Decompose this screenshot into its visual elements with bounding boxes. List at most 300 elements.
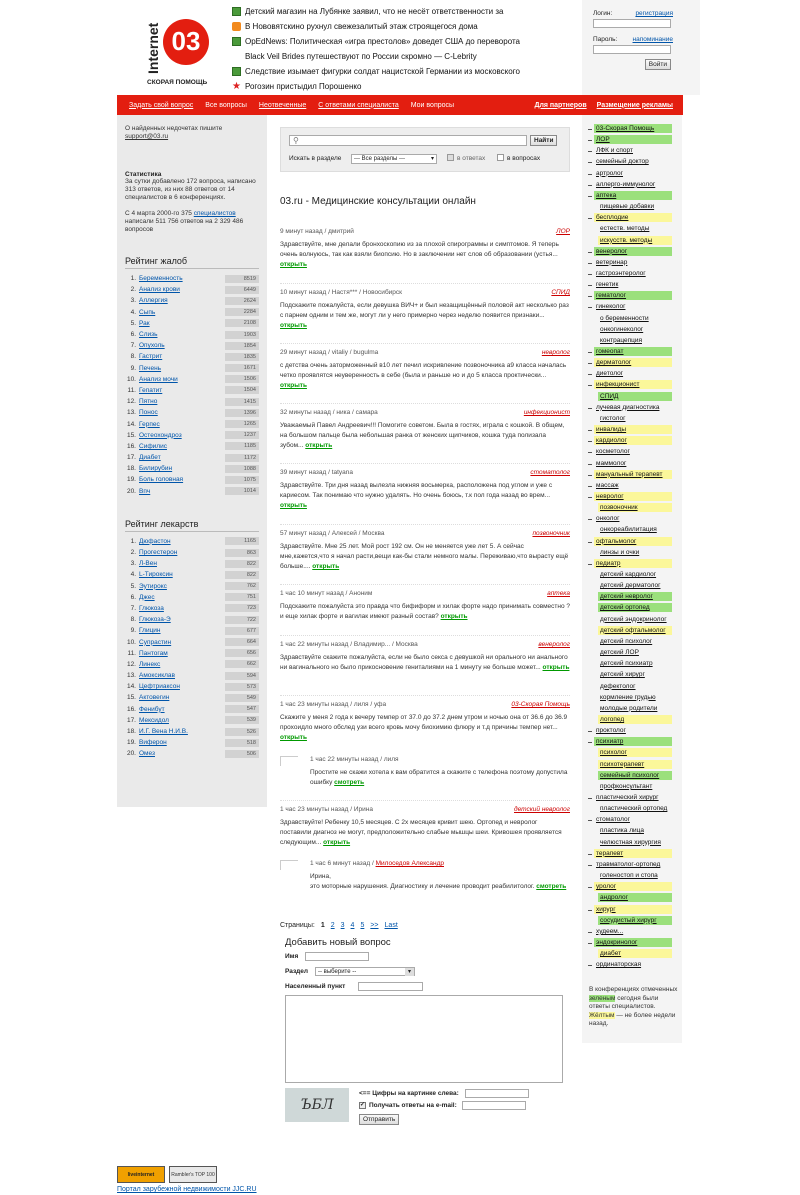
rating-count: 6449 xyxy=(225,286,259,294)
rating-count: 539 xyxy=(225,716,259,724)
rating-number: 20. xyxy=(126,487,136,495)
stats-text: За сутки добавлено 172 вопроса, написано 313 ответов, из них 88 ответов от 14 специалистов в 6 конференциях. xyxy=(125,178,256,201)
news-item[interactable] xyxy=(232,64,572,79)
category-link[interactable]: профконсультант xyxy=(600,782,653,790)
category-link[interactable]: диетолог xyxy=(596,370,624,378)
page-4[interactable]: 4 xyxy=(350,922,355,929)
category-link[interactable]: мануальный терапевт xyxy=(594,470,672,479)
answer-text: Ирина, это моторные нарушения. Диагностику и лечение проводит реабилитолог. смотреть xyxy=(310,873,567,890)
category-link[interactable]: гинеколог xyxy=(596,303,626,311)
specialist-link[interactable]: Милоседов Александр xyxy=(375,860,444,867)
rating-row xyxy=(125,536,259,547)
rating-link[interactable]: Остеохондроз xyxy=(139,431,182,439)
rating-row xyxy=(125,307,259,318)
rating-link[interactable]: Актовегин xyxy=(139,694,170,702)
rating-number: 11. xyxy=(127,649,136,657)
captcha-input[interactable] xyxy=(465,1089,529,1098)
news-item[interactable] xyxy=(232,19,572,34)
category-link[interactable]: молодые родители xyxy=(600,704,658,712)
category-link[interactable]: аллерго-иммунолог xyxy=(596,180,656,188)
category-link[interactable]: 03-Скорая Помощь xyxy=(594,124,672,133)
rating-row xyxy=(125,396,259,407)
open-question-link[interactable]: открыть xyxy=(280,382,307,389)
rating-link[interactable]: Линекс xyxy=(139,660,161,668)
question-meta: 9 минут назад / дмитрий xyxy=(280,228,354,235)
rating-number: 14. xyxy=(126,420,136,428)
category-link[interactable]: пищевые добавки xyxy=(600,203,655,211)
open-question-link[interactable]: открыть xyxy=(280,734,307,741)
question-divider xyxy=(280,343,570,344)
rating-row xyxy=(125,340,259,351)
questions-checkbox[interactable] xyxy=(497,154,504,161)
news-headline[interactable]: Рогозин пристыдил Порошенко xyxy=(245,82,362,91)
open-question-link[interactable]: открыть xyxy=(280,502,307,509)
rating-link[interactable]: Опухоль xyxy=(139,342,165,350)
liveinternet-badge[interactable]: liveinternet xyxy=(117,1166,165,1183)
question-divider xyxy=(280,283,570,284)
category-link[interactable]: онкогинеколог xyxy=(600,325,644,333)
category-link[interactable]: психотерапевт xyxy=(598,760,672,769)
nav-with-specialist[interactable]: С ответами специалиста xyxy=(318,101,399,109)
rating-row xyxy=(125,351,259,362)
question-meta: 29 минут назад / vitaliy / bugulma xyxy=(280,349,379,356)
category-bullet xyxy=(588,218,592,219)
rating-link[interactable]: Фенибут xyxy=(139,705,165,713)
search-button[interactable]: Найти xyxy=(530,135,557,146)
category-link[interactable]: детский кардиолог xyxy=(600,571,657,578)
news-source-icon xyxy=(232,7,241,16)
rating-number: 16. xyxy=(126,442,136,450)
rating-count: 2284 xyxy=(225,308,259,316)
rating-number: 7. xyxy=(130,604,136,612)
category-link[interactable]: невролог xyxy=(594,492,672,501)
rating-number: 1. xyxy=(130,537,136,545)
rating-count: 1835 xyxy=(225,353,259,361)
question-category-link[interactable]: стоматолог xyxy=(530,469,570,476)
rating-link[interactable]: Дюфастон xyxy=(139,537,171,545)
category-bullet xyxy=(588,307,592,308)
page-3[interactable]: 3 xyxy=(340,922,345,929)
rating-link[interactable]: Гепатит xyxy=(139,386,163,394)
nav-partners[interactable]: Для партнеров xyxy=(534,101,587,109)
rating-link[interactable]: И.Г. Вена Н.И.В. xyxy=(139,728,188,736)
news-headline[interactable]: В Нововятскино рухнул свежезалитый этаж строящегося дома xyxy=(245,22,478,31)
category-link[interactable]: уролог xyxy=(594,882,672,891)
search-input[interactable] xyxy=(289,135,527,146)
category-link[interactable]: стоматолог xyxy=(596,816,630,824)
category-link[interactable]: детский ЛОР xyxy=(600,649,639,657)
login-label: Логин: xyxy=(593,10,613,17)
rating-link[interactable]: Гастрит xyxy=(139,353,163,361)
rating-link[interactable]: Сыпь xyxy=(139,308,156,316)
rating-link[interactable]: Анализ крови xyxy=(139,286,180,294)
category-link[interactable]: онколог xyxy=(596,515,620,523)
category-link[interactable]: пластический хирург xyxy=(596,794,659,801)
category-bullet xyxy=(588,374,592,375)
category-link[interactable]: семейный доктор xyxy=(596,158,649,166)
question-item xyxy=(280,806,570,848)
rating-count: 1014 xyxy=(225,487,259,495)
open-question-link[interactable]: открыть xyxy=(323,839,351,846)
category-link[interactable]: аптека xyxy=(594,191,672,200)
rating-count: 1265 xyxy=(225,420,259,428)
question-item xyxy=(280,530,570,572)
category-link[interactable]: ветеринар xyxy=(596,258,628,266)
rating-row xyxy=(125,430,259,441)
category-link[interactable]: артролог xyxy=(596,169,624,177)
pages-label: Страницы: xyxy=(280,922,315,929)
support-email-link[interactable]: support@03.ru xyxy=(125,133,169,140)
name-input[interactable] xyxy=(305,952,369,961)
captcha-label: <== Цифры на картинке слева: xyxy=(359,1090,459,1097)
see-answer-link[interactable]: смотреть xyxy=(334,779,365,786)
category-bullet xyxy=(588,943,592,944)
category-bullet xyxy=(588,352,592,353)
question-divider xyxy=(280,524,570,525)
rating-count: 656 xyxy=(225,649,259,657)
rating-link[interactable]: Аллергия xyxy=(139,297,168,305)
category-link[interactable]: андролог xyxy=(598,893,672,902)
notify-checkbox[interactable]: ✓ xyxy=(360,1102,366,1108)
category-link[interactable]: гастроэнтеролог xyxy=(596,269,646,277)
open-question-link[interactable]: открыть xyxy=(280,322,307,329)
category-link[interactable]: диабет xyxy=(598,949,672,958)
rating-link[interactable]: Герпес xyxy=(139,420,160,428)
rating-row xyxy=(125,592,259,603)
category-link[interactable]: генетик xyxy=(596,281,619,289)
news-item[interactable] xyxy=(232,79,572,94)
rating-link[interactable]: L-Тироксин xyxy=(139,571,173,579)
specialists-link[interactable]: специалистов xyxy=(193,210,236,217)
news-item[interactable] xyxy=(232,34,572,49)
rating-row xyxy=(125,363,259,374)
category-link[interactable]: психиатр xyxy=(594,737,672,746)
city-input[interactable] xyxy=(358,982,423,991)
rating-link[interactable]: Прогестерон xyxy=(139,549,178,557)
rating-link[interactable]: Цефтриаксон xyxy=(139,683,180,691)
notify-email-input[interactable] xyxy=(462,1101,526,1110)
logo-internet-text: Internet xyxy=(145,22,161,74)
rating-count: 547 xyxy=(225,705,259,713)
category-bullet xyxy=(588,452,592,453)
rating-link[interactable]: Мексидол xyxy=(139,716,169,724)
rating-link[interactable]: Печень xyxy=(139,364,162,372)
category-link[interactable]: лучевая диагностика xyxy=(596,403,660,411)
rating-number: 13. xyxy=(126,409,136,417)
form-section-select[interactable]: -- выберите -- ▾ xyxy=(315,967,415,976)
category-bullet xyxy=(588,196,592,197)
question-item xyxy=(280,289,570,331)
rating-count: 751 xyxy=(225,593,259,601)
answers-checkbox[interactable] xyxy=(447,154,454,161)
category-link[interactable]: офтальмолог xyxy=(594,537,672,546)
rating-count: 1172 xyxy=(225,454,259,462)
password-label: Пароль: xyxy=(593,36,618,43)
category-link[interactable]: кормление грудью xyxy=(600,693,656,701)
rating-link[interactable]: Л-Вен xyxy=(139,560,157,568)
category-link[interactable]: психолог xyxy=(598,748,672,757)
remind-password-link[interactable]: напоминание xyxy=(632,36,673,43)
submit-question-button[interactable]: Отправить xyxy=(359,1114,399,1125)
category-link[interactable]: хирург xyxy=(594,905,672,914)
rating-count: 1088 xyxy=(225,465,259,473)
category-bullet xyxy=(588,363,592,364)
open-question-link[interactable]: открыть xyxy=(280,261,307,268)
section-select[interactable]: --- Все разделы --- ▾ xyxy=(351,154,437,164)
password-input[interactable] xyxy=(593,45,671,54)
see-answer-link[interactable]: смотреть xyxy=(536,883,567,890)
category-bullet xyxy=(588,519,592,520)
category-link[interactable]: детский офтальмолог xyxy=(598,626,672,635)
category-bullet xyxy=(588,742,592,743)
nav-advertising[interactable]: Размещение рекламы xyxy=(596,101,673,109)
rating-number: 5. xyxy=(130,319,136,327)
category-link[interactable]: инфекционист xyxy=(594,380,672,389)
since-text: С 4 марта 2000-го 375 специалистов написали 511 756 ответов на 2 329 486 вопросов xyxy=(125,210,244,233)
rating-link[interactable]: Амоксиклав xyxy=(139,672,175,680)
rating-row xyxy=(125,329,259,340)
rating-link[interactable]: Беременность xyxy=(139,275,183,283)
question-category-link[interactable]: СПИД xyxy=(551,289,570,296)
stats-title: Статистика xyxy=(125,171,162,178)
rating-link[interactable]: Омез xyxy=(139,750,155,758)
rating-row xyxy=(125,648,259,659)
answers-checkbox-label: в ответах xyxy=(457,155,486,162)
rating-link[interactable]: Билирубин xyxy=(139,465,173,473)
open-question-link[interactable]: открыть xyxy=(312,563,340,570)
category-link[interactable]: позвоночник xyxy=(598,503,672,512)
category-link[interactable]: косметолог xyxy=(596,448,630,456)
news-headline[interactable]: Black Veil Brides путешествуют по России скромно — C-Lebrity xyxy=(245,52,477,61)
question-text: Здравствуйте. Три дня назад вылезла нижняя восьмерка, расположена под углом и уже с кариесом. Так понимаю что нужно удалять. Но очень боюсь, т.к пол года назад во врем... открыть xyxy=(280,482,553,509)
rating-link[interactable]: Глюкоза-Э xyxy=(139,616,171,624)
rambler-badge[interactable]: Rambler's TOP 100 xyxy=(169,1166,217,1183)
page-last[interactable]: Last xyxy=(384,922,398,929)
rating-number: 8. xyxy=(130,353,136,361)
category-link[interactable]: линзы и очки xyxy=(600,548,640,556)
category-link[interactable]: семейный психолог xyxy=(598,771,672,780)
question-category-link[interactable]: позвоночник xyxy=(532,530,570,537)
category-link[interactable]: пластика лица xyxy=(600,827,644,835)
question-textarea[interactable] xyxy=(285,995,563,1083)
rating-link[interactable]: Слизь xyxy=(139,331,158,339)
rating-number: 12. xyxy=(126,398,136,406)
page-next[interactable]: >> xyxy=(370,922,379,929)
rating-count: 1237 xyxy=(225,431,259,439)
question-category-link[interactable]: невролог xyxy=(541,349,570,356)
register-link[interactable]: регистрация xyxy=(635,10,673,17)
rating-number: 5. xyxy=(130,582,136,590)
category-link[interactable]: детский невролог xyxy=(598,592,672,601)
category-link[interactable]: гематолог xyxy=(594,291,672,300)
rating-link[interactable]: Супрастин xyxy=(139,638,172,646)
rating-link[interactable]: Понос xyxy=(139,409,158,417)
question-item xyxy=(280,590,570,622)
question-item xyxy=(280,469,570,511)
rating-row xyxy=(125,670,259,681)
question-text: Уважаемый Павел Андреевич!!! Помогите советом. Была в гостях, играла с кошкой. В общем, на большом пальце была небольшая ранка от женских щипчиков, кошка туда полизала зубом... открыть xyxy=(280,422,565,449)
site-logo[interactable] xyxy=(144,4,214,86)
page-5[interactable]: 5 xyxy=(360,922,365,929)
open-question-link[interactable]: открыть xyxy=(305,442,333,449)
question-item xyxy=(280,228,570,270)
complaints-title: Рейтинг жалоб xyxy=(125,256,259,269)
open-question-link[interactable]: открыть xyxy=(440,613,468,620)
rating-number: 4. xyxy=(130,308,136,316)
category-link[interactable]: контрацепция xyxy=(600,336,642,344)
legend-note: В конференциях отмеченных зеленым сегодня были ответы специалистов. Жёлтым — не более недели назад. xyxy=(589,986,678,1028)
nav-all-questions[interactable]: Все вопросы xyxy=(205,101,247,109)
question-category-link[interactable]: венеролог xyxy=(538,641,570,648)
category-link[interactable]: детский психолог xyxy=(600,637,653,645)
rating-link[interactable]: Глицин xyxy=(139,627,161,635)
rating-link[interactable]: Сифилис xyxy=(139,442,167,450)
rating-link[interactable]: Боль головная xyxy=(139,476,184,484)
search-icon: ⚲ xyxy=(293,136,299,145)
rating-count: 664 xyxy=(225,638,259,646)
category-link[interactable]: худеем... xyxy=(596,927,624,935)
category-link[interactable]: ЛФК и спорт xyxy=(596,147,633,155)
category-link[interactable]: челюстная хирургия xyxy=(600,838,661,846)
category-link[interactable]: детский психиатр xyxy=(600,660,653,668)
rating-count: 677 xyxy=(225,627,259,635)
rating-count: 1504 xyxy=(225,386,259,394)
category-link[interactable]: массаж xyxy=(596,481,619,489)
rating-link[interactable]: Виферон xyxy=(139,739,167,747)
rating-count: 518 xyxy=(225,739,259,747)
rating-row xyxy=(125,659,259,670)
category-link[interactable]: детский дерматолог xyxy=(600,582,661,590)
section-label: Раздел xyxy=(285,968,309,975)
rating-link[interactable]: Рак xyxy=(139,319,150,327)
category-link[interactable]: инвалиды xyxy=(594,425,672,434)
rating-link[interactable]: Диабет xyxy=(139,454,161,462)
category-link[interactable]: ординаторская xyxy=(596,961,642,969)
category-link[interactable]: маммолог xyxy=(596,459,627,467)
news-item[interactable] xyxy=(232,49,572,64)
page-2[interactable]: 2 xyxy=(330,922,335,929)
news-headline[interactable]: Детский магазин на Лубянке заявил, что не несёт ответственности за xyxy=(245,7,504,16)
legend-yellow: Жёлтым xyxy=(589,1011,615,1019)
rating-row xyxy=(125,737,259,748)
category-link[interactable]: естеств. методы xyxy=(600,225,650,233)
rating-link[interactable]: Анализ мочи xyxy=(139,375,178,383)
news-source-icon xyxy=(232,37,241,46)
rating-row xyxy=(125,704,259,715)
login-input[interactable] xyxy=(593,19,671,28)
category-link[interactable]: эндокринолог xyxy=(594,938,672,947)
question-category-link[interactable]: инфекционист xyxy=(523,409,570,416)
rating-row xyxy=(125,452,259,463)
category-link[interactable]: венеролог xyxy=(594,247,672,256)
login-button[interactable]: Войти xyxy=(645,59,671,70)
rating-number: 3. xyxy=(130,560,136,568)
question-category-link[interactable]: аптека xyxy=(547,590,570,597)
category-link[interactable]: дерматолог xyxy=(594,358,672,367)
question-meta: 39 минут назад / tatyana xyxy=(280,469,354,476)
category-bullet xyxy=(588,464,592,465)
category-link[interactable]: ЛОР xyxy=(594,135,672,144)
legend-green: зеленым xyxy=(589,994,616,1002)
category-link[interactable]: травматолог-ортопед xyxy=(596,860,661,868)
category-link[interactable]: детский эндокринолог xyxy=(600,615,667,623)
category-link[interactable]: логопед xyxy=(598,715,672,724)
category-link[interactable]: онкореабилитация xyxy=(600,526,657,534)
open-question-link[interactable]: открыть xyxy=(542,664,570,671)
category-link[interactable]: дефектолог xyxy=(600,682,636,690)
category-link[interactable]: пластический ортопед xyxy=(600,805,668,813)
rating-number: 3. xyxy=(130,297,136,305)
rating-row xyxy=(125,581,259,592)
news-headline[interactable]: Следствие изымает фигурки солдат нацистской Германии из московского xyxy=(245,67,520,76)
rating-number: 14. xyxy=(126,683,136,691)
nav-unanswered[interactable]: Неотвеченные xyxy=(258,101,307,109)
footer-link[interactable]: Портал зарубежной недвижимости JJC.RU xyxy=(117,1186,257,1193)
question-category-link[interactable]: ЛОР xyxy=(556,228,570,235)
category-link[interactable]: педиатр xyxy=(594,559,672,568)
news-item[interactable] xyxy=(232,4,572,19)
rating-link[interactable]: Пантогам xyxy=(139,649,168,657)
category-link[interactable]: искусств. методы xyxy=(598,236,672,245)
question-divider xyxy=(280,800,570,801)
category-link[interactable]: гистолог xyxy=(600,414,626,422)
news-headline[interactable]: OpEdNews: Политическая «игра престолов» доведет США до переворота xyxy=(245,37,520,46)
rating-count: 1506 xyxy=(225,375,259,383)
rating-row xyxy=(125,681,259,692)
category-link[interactable]: голеностоп и стопа xyxy=(600,872,658,880)
rating-row xyxy=(125,374,259,385)
question-category-link[interactable]: детский невролог xyxy=(514,806,570,813)
question-meta: 1 час 23 минуты назад / лиля / уфа xyxy=(280,701,387,708)
rating-number: 9. xyxy=(130,364,136,372)
question-category-link[interactable]: 03-Скорая Помощь xyxy=(511,701,570,708)
rating-count: 549 xyxy=(225,694,259,702)
questions-checkbox-label: в вопросах xyxy=(507,155,541,162)
rating-link[interactable]: Эутирокс xyxy=(139,582,167,590)
category-link[interactable]: СПИД xyxy=(598,392,672,401)
category-link[interactable]: сосудистый хирург xyxy=(598,916,672,925)
question-item xyxy=(280,349,570,391)
category-link[interactable]: детский ортопед xyxy=(598,603,672,612)
rating-number: 13. xyxy=(126,672,136,680)
category-link[interactable]: гомеопат xyxy=(594,347,672,356)
rating-count: 526 xyxy=(225,728,259,736)
rating-number: 18. xyxy=(126,728,136,736)
rating-link[interactable]: Впч xyxy=(139,487,151,495)
category-link[interactable]: проктолог xyxy=(596,727,626,735)
category-link[interactable]: детский хирург xyxy=(600,671,645,679)
answer-text: Простите не скажи хотела к вам обратится а скажите с телефона поэтому допустила ошибку смотреть xyxy=(310,769,568,786)
form-title: Добавить новый вопрос xyxy=(285,937,391,948)
rating-number: 6. xyxy=(130,331,136,339)
rating-link[interactable]: Глюкоза xyxy=(139,604,164,612)
category-link[interactable]: бесплодие xyxy=(594,213,672,222)
rating-count: 863 xyxy=(225,549,259,557)
rating-count: 1396 xyxy=(225,409,259,417)
rating-number: 11. xyxy=(127,386,136,394)
category-link[interactable]: кардиолог xyxy=(594,436,672,445)
rating-link[interactable]: Джес xyxy=(139,593,155,601)
category-link[interactable]: терапевт xyxy=(594,849,672,858)
rating-link[interactable]: Пятно xyxy=(139,398,158,406)
nav-my-questions[interactable]: Мои вопросы xyxy=(410,101,455,109)
category-bullet xyxy=(588,854,592,855)
nav-ask-question[interactable]: Задать свой вопрос xyxy=(129,101,194,109)
category-link[interactable]: о беременности xyxy=(600,314,649,322)
rating-count: 662 xyxy=(225,660,259,668)
category-bullet xyxy=(588,497,592,498)
complaints-list xyxy=(125,273,259,497)
